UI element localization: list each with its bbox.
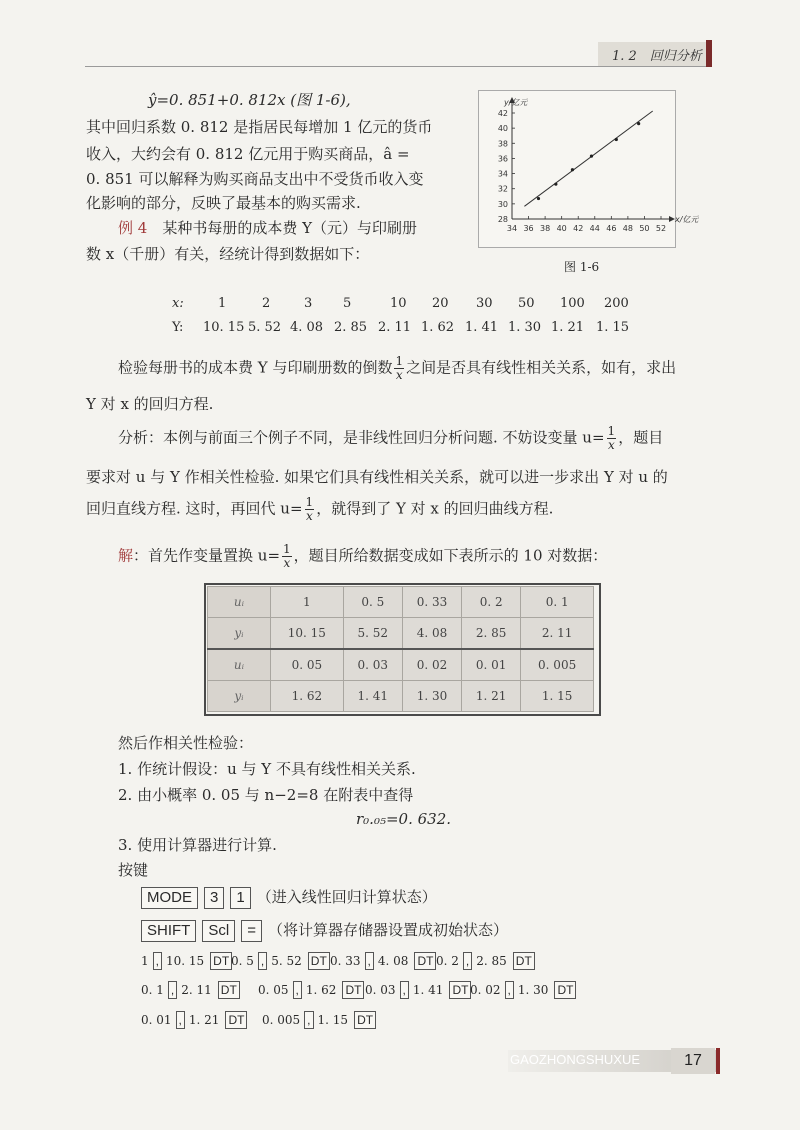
section-title: 1. 2 回归分析 — [612, 49, 702, 64]
shift-key: SHIFT — [141, 920, 196, 942]
dt-key: DT — [354, 1011, 376, 1029]
x-value: 3 — [304, 296, 313, 311]
key-3: 3 — [204, 887, 224, 909]
x-tick-label: 38 — [540, 224, 551, 233]
dt-key: DT — [554, 981, 576, 999]
table-cell: 5. 52 — [343, 618, 402, 650]
table-cell: 1. 30 — [402, 681, 461, 712]
y-tick-label: 42 — [497, 109, 508, 118]
data-point — [554, 183, 557, 186]
dt-key: DT — [449, 981, 471, 999]
entry-y: 4. 08 — [377, 954, 409, 968]
table-cell: 1. 15 — [521, 681, 594, 712]
dt-key: DT — [342, 981, 364, 999]
dt-key: DT — [210, 952, 232, 970]
x-tick-label: 34 — [506, 224, 518, 233]
mode-key: MODE — [141, 887, 198, 909]
solution-text-a: ：首先作变量置换 u= — [133, 546, 281, 565]
data-point — [537, 197, 540, 200]
x-value: 20 — [432, 296, 449, 311]
y-value: 10. 15 — [203, 320, 245, 335]
example-label: 例 4 — [118, 219, 148, 237]
figure-1-6-box — [478, 90, 699, 248]
x-value: 30 — [476, 296, 493, 311]
table-cell: 1. 21 — [462, 681, 521, 712]
entry-u: 0. 5 — [231, 954, 254, 968]
regression-line — [524, 111, 652, 206]
entry-y: 2. 11 — [181, 983, 212, 997]
table-cell: 10. 15 — [271, 618, 344, 650]
question-line-2: Y 对 x 的回归方程. — [86, 395, 214, 413]
solution-text-b: ，题目所给数据变成如下表所示的 10 对数据： — [293, 546, 608, 565]
table-row — [208, 587, 594, 618]
analysis-line-3 — [86, 496, 553, 523]
intro-line-4: 0. 851 可以解释为购买商品支出中不受货币收入变 — [86, 170, 424, 188]
table-cell: 0. 05 — [271, 649, 344, 681]
comma-key: , — [400, 981, 409, 999]
data-point — [590, 155, 593, 158]
comma-key: , — [168, 981, 177, 999]
entry-u: 0. 33 — [330, 954, 361, 968]
comma-key: , — [365, 952, 374, 970]
y-value: 1. 15 — [596, 320, 630, 335]
x-value: 2 — [262, 296, 271, 311]
solution-line — [118, 543, 607, 570]
entry-y: 2. 85 — [476, 954, 507, 968]
equals-key: = — [241, 920, 262, 942]
analysis-text-a: 分析：本例与前面三个例子不同，是非线性回归分析问题. 不妨设变量 u= — [118, 428, 605, 447]
section-marker — [706, 40, 712, 67]
table-cell: 0. 03 — [343, 649, 402, 681]
step-2: 2. 由小概率 0. 05 与 n−2=8 在附表中查得 — [118, 786, 414, 804]
table-cell: 1. 41 — [343, 681, 402, 712]
table-row-header: yᵢ — [208, 618, 271, 650]
fraction-1-over-x: $\frac{1}{x}$ — [283, 542, 291, 570]
x-row-label: x: — [172, 296, 184, 311]
table-cell: 0. 2 — [462, 587, 521, 618]
press-keys-label: 按键 — [118, 861, 149, 879]
table-cell: 0. 1 — [521, 587, 594, 618]
x-tick-label: 42 — [573, 224, 584, 233]
table-cell: 0. 33 — [402, 587, 461, 618]
y-value: 1. 62 — [421, 320, 455, 335]
comma-key: , — [176, 1011, 185, 1029]
question-text-a: 检验每册书的成本费 Y 与印刷册数的倒数 — [118, 358, 393, 377]
comma-key: , — [505, 981, 514, 999]
x-tick-label: 46 — [606, 224, 617, 233]
y-tick-label: 28 — [497, 215, 508, 224]
intro-line-3: 收入，大约会有 0. 812 亿元用于购买商品，â = — [86, 145, 410, 163]
y-tick-label: 38 — [497, 139, 508, 149]
data-point — [571, 168, 574, 171]
entry-u: 0. 01 — [141, 1013, 172, 1027]
entry-u: 0. 03 — [365, 983, 396, 997]
shift-key-sequence — [141, 918, 508, 943]
analysis-text-b: ，题目 — [618, 428, 664, 447]
entry-pair — [231, 952, 330, 970]
x-tick-label: 40 — [556, 224, 567, 233]
x-value: 1 — [218, 296, 227, 311]
entry-u: 1 — [141, 954, 149, 968]
dt-key: DT — [225, 1011, 247, 1029]
entry-y: 5. 52 — [271, 954, 302, 968]
y-tick-label: 34 — [497, 169, 508, 179]
step-1: 1. 作统计假设：u 与 Y 不具有线性相关关系. — [118, 760, 416, 778]
comma-key: , — [258, 952, 267, 970]
footer-brand: GAOZHONGSHUXUE — [510, 1052, 641, 1067]
y-row-label: Y: — [172, 320, 184, 335]
table-cell: 2. 11 — [521, 618, 594, 650]
y-tick-label: 40 — [497, 124, 508, 134]
table-row-header: uᵢ — [208, 587, 271, 618]
entry-pair — [258, 981, 364, 999]
entry-u: 0. 005 — [262, 1013, 301, 1027]
table-cell: 2. 85 — [462, 618, 521, 650]
comma-key: , — [153, 952, 162, 970]
dt-key: DT — [513, 952, 535, 970]
table-row — [208, 681, 594, 712]
regression-equation: ŷ=0. 851+0. 812x (图 1-6), — [148, 91, 351, 109]
mode-key-sequence — [141, 885, 437, 910]
entry-pair — [262, 1011, 376, 1029]
entry-y: 1. 30 — [517, 983, 549, 997]
table-row — [208, 649, 594, 681]
entry-u: 0. 1 — [141, 983, 164, 997]
x-value: 200 — [604, 296, 629, 311]
question-text-b: 之间是否具有线性相关关系，如有，求出 — [406, 358, 677, 377]
entry-y: 1. 15 — [317, 1013, 349, 1027]
y-value: 2. 11 — [378, 320, 412, 335]
table-row-header: uᵢ — [208, 649, 271, 681]
data-point — [637, 122, 640, 125]
scatter-chart — [479, 91, 699, 247]
analysis-text-c: 回归直线方程. 这时，再回代 u= — [86, 499, 303, 518]
dt-key: DT — [414, 952, 436, 970]
entry-u: 0. 02 — [470, 983, 501, 997]
table-cell: 0. 005 — [521, 649, 594, 681]
y-tick-label: 30 — [497, 199, 508, 209]
x-tick-label: 44 — [589, 224, 600, 233]
dt-key: DT — [218, 981, 240, 999]
example-text-1: 某种书每册的成本费 Y（元）与印刷册 — [162, 219, 418, 237]
y-value: 1. 21 — [551, 320, 585, 335]
page-number: 17 — [671, 1048, 715, 1074]
question-line-1 — [118, 355, 676, 382]
scl-key: Scl — [202, 920, 235, 942]
analysis-line-2: 要求对 u 与 Y 作相关性检验. 如果它们具有线性相关关系，就可以进一步求出 Y 对 u 的 — [86, 468, 668, 486]
entry-y: 10. 15 — [165, 954, 205, 968]
entry-u: 0. 05 — [258, 983, 289, 997]
fraction-1-over-x: $\frac{1}{x}$ — [305, 495, 314, 523]
entry-pair — [365, 981, 471, 999]
page-number-marker — [716, 1048, 720, 1074]
x-axis-label: x/亿元 — [675, 215, 699, 224]
example-line-2: 数 x（千册）有关，经统计得到数据如下： — [86, 245, 370, 263]
solution-label: 解 — [118, 546, 134, 565]
shift-note: （将计算器存储器设置成初始状态） — [267, 921, 508, 939]
y-value: 5. 52 — [248, 320, 282, 335]
comma-key: , — [463, 952, 472, 970]
section-tab — [598, 42, 706, 67]
x-value: 50 — [518, 296, 535, 311]
x-value: 100 — [560, 296, 585, 311]
comma-key: , — [293, 981, 302, 999]
example-line-1 — [118, 216, 417, 241]
x-tick-label: 36 — [523, 224, 534, 233]
entry-pair — [141, 981, 240, 999]
dt-key: DT — [308, 952, 330, 970]
entry-pair — [436, 952, 535, 970]
intro-line-2: 其中回归系数 0. 812 是指居民每增加 1 亿元的货币 — [86, 118, 433, 136]
y-tick-label: 32 — [497, 184, 508, 194]
x-value: 10 — [390, 296, 407, 311]
y-value: 4. 08 — [290, 320, 324, 335]
table-cell: 0. 02 — [402, 649, 461, 681]
entry-pair — [470, 981, 576, 999]
x-value: 5 — [343, 296, 352, 311]
entry-y: 1. 41 — [412, 983, 444, 997]
table-cell: 0. 01 — [462, 649, 521, 681]
entry-y: 1. 21 — [188, 1013, 220, 1027]
table-row — [208, 618, 594, 650]
table-cell: 4. 08 — [402, 618, 461, 650]
entry-pair — [141, 952, 232, 970]
mode-note: （进入线性回归计算状态） — [256, 888, 437, 906]
x-tick-label: 48 — [622, 224, 633, 233]
table-cell: 1 — [271, 587, 344, 618]
y-value: 1. 41 — [465, 320, 499, 335]
figure-caption: 图 1-6 — [564, 260, 600, 274]
transformed-data-table — [207, 586, 594, 712]
y-value: 2. 85 — [334, 320, 368, 335]
y-tick-label: 36 — [497, 154, 508, 164]
entry-pair — [330, 952, 436, 970]
analysis-line-1 — [118, 425, 663, 452]
intro-line-5: 化影响的部分，反映了最基本的购买需求. — [86, 194, 361, 212]
table-cell: 0. 5 — [343, 587, 402, 618]
comma-key: , — [304, 1011, 313, 1029]
x-tick-label: 52 — [655, 224, 667, 233]
step-3: 3. 使用计算器进行计算. — [118, 836, 277, 854]
entry-y: 1. 62 — [305, 983, 337, 997]
table-cell: 1. 62 — [271, 681, 344, 712]
fraction-1-over-x: $\frac{1}{x}$ — [395, 354, 404, 382]
steps-intro: 然后作相关性检验： — [118, 734, 254, 752]
y-axis-label: y/亿元 — [504, 98, 528, 107]
entry-u: 0. 2 — [436, 954, 459, 968]
key-1: 1 — [230, 887, 250, 909]
fraction-1-over-x: $\frac{1}{x}$ — [607, 424, 616, 452]
x-tick-label: 50 — [639, 224, 650, 233]
y-value: 1. 30 — [508, 320, 542, 335]
entry-pair — [141, 1011, 247, 1029]
analysis-text-d: ，就得到了 Y 对 x 的回归曲线方程. — [316, 499, 554, 518]
critical-value: r₀.₀₅=0. 632. — [356, 810, 452, 828]
data-point — [615, 138, 618, 141]
table-row-header: yᵢ — [208, 681, 271, 712]
